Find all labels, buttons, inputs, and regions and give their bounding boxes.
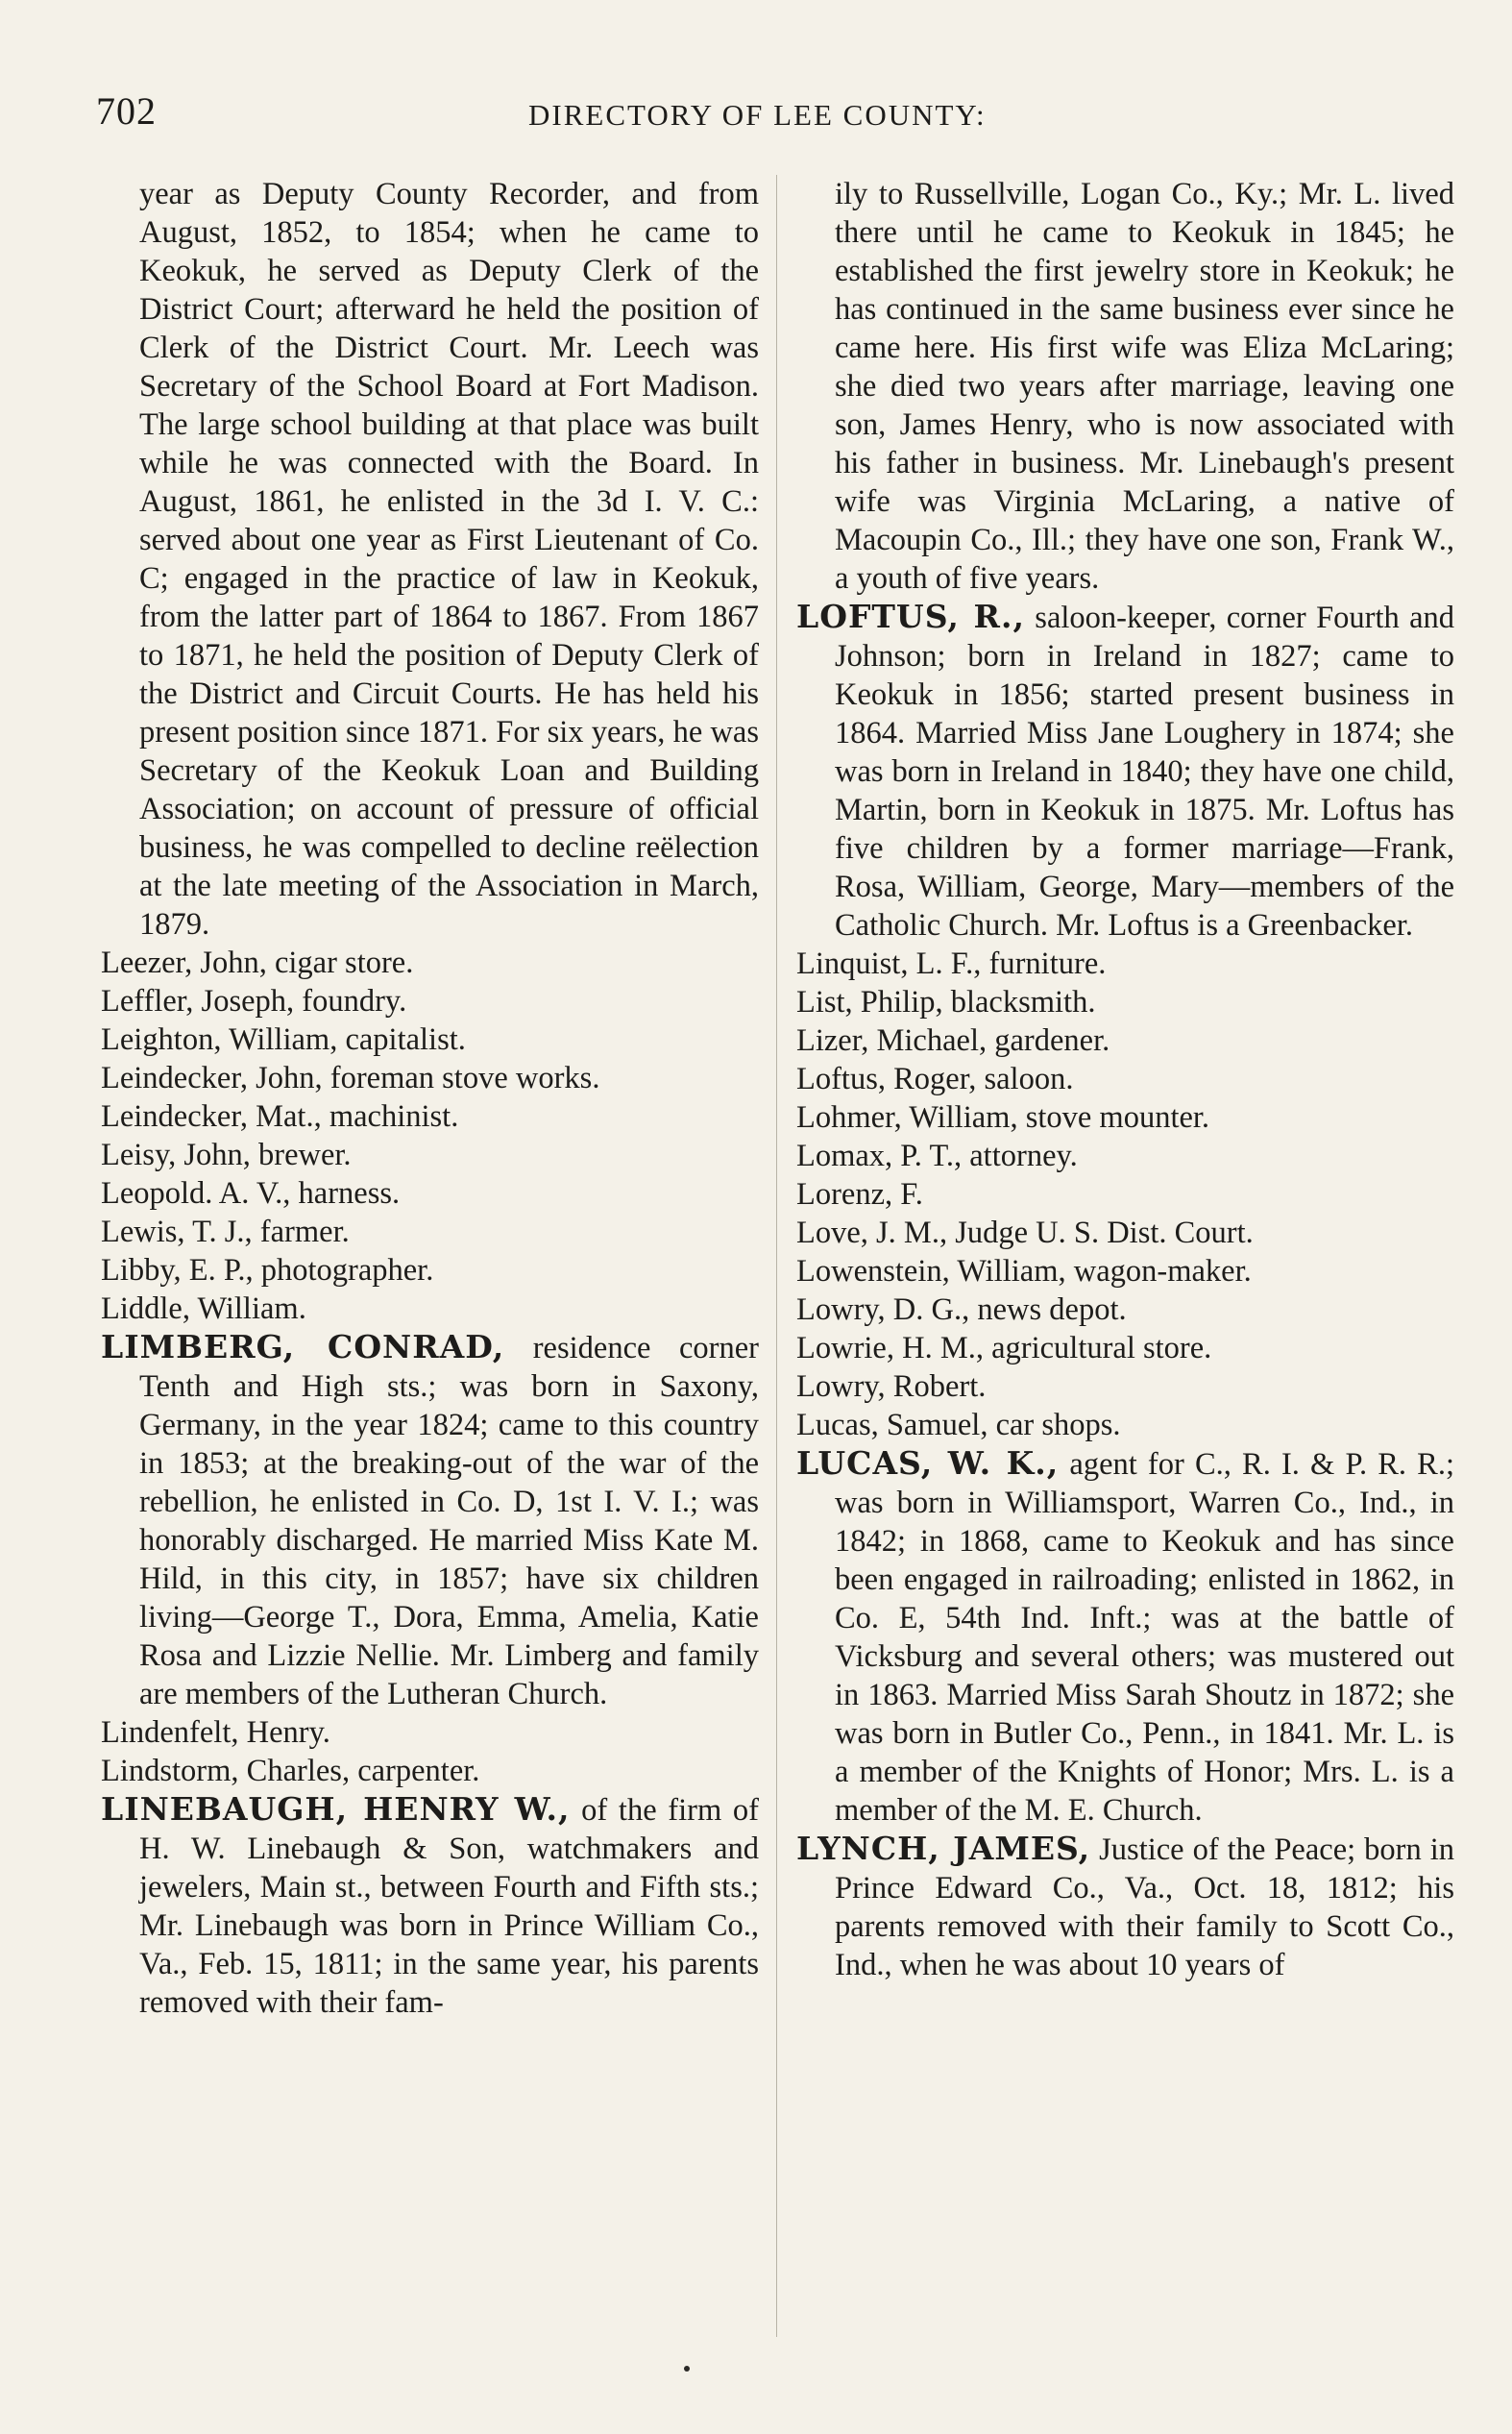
biography-entry — [101, 1790, 759, 2022]
running-head: DIRECTORY OF LEE COUNTY: — [528, 98, 987, 132]
directory-listing: Lewis, T. J., farmer. — [101, 1215, 350, 1249]
directory-listing: Leisy, John, brewer. — [101, 1138, 352, 1172]
directory-listing: Leffler, Joseph, foundry. — [101, 984, 407, 1019]
directory-listing: Lucas, Samuel, car shops. — [796, 1408, 1121, 1442]
directory-listing: Leindecker, Mat., machinist. — [101, 1099, 459, 1134]
directory-listing: Libby, E. P., photographer. — [101, 1253, 434, 1288]
directory-listing: Loftus, Roger, saloon. — [796, 1062, 1074, 1096]
directory-listing: Lowrie, H. M., agricultural store. — [796, 1331, 1212, 1365]
right-column — [796, 175, 1454, 1984]
directory-listing: Lizer, Michael, gardener. — [796, 1023, 1110, 1058]
directory-listing: Lindstorm, Charles, carpenter. — [101, 1754, 480, 1788]
directory-listing: Love, J. M., Judge U. S. Dist. Court. — [796, 1216, 1254, 1250]
directory-listing: Lowenstein, William, wagon-maker. — [796, 1254, 1252, 1289]
column-divider — [776, 175, 777, 2337]
directory-listing: Lowry, Robert. — [796, 1369, 987, 1404]
biography-text: of the firm of H. W. Linebaugh & Son, watchmakers and jewelers, Main st., between Fourth and Fifth sts.; Mr. Linebaugh was born in Prince William Co., Va., Feb. 15, 1811; in the same year, his parents removed with their fam- — [139, 1793, 759, 2020]
biography-name: LOFTUS, R., — [796, 598, 1025, 635]
biography-entry — [101, 1328, 759, 1713]
continued-entry: year as Deputy County Recorder, and from August, 1852, to 1854; when he came to Keokuk, he served as Deputy Clerk of the District Court; afterward he held the position of Clerk of the District Court. Mr. Leech was Secretary of the School Board at Fort Madison. The large school building at that place was built while he was connected with the Board. In August, 1861, he enlisted in the 3d I. V. C.: served about one year as First Lieutenant of Co. C; engaged in the practice of law in Keokuk, from the latter part of 1864 to 1867. From 1867 to 1871, he held the position of Deputy Clerk of the District and Circuit Courts. He has held his present position since 1871. For six years, he was Secretary of the Keokuk Loan and Building Association; on account of pressure of official business, he was compelled to decline reëlection at the late meeting of the Association in March, 1879. — [139, 177, 759, 942]
biography-text: Justice of the Peace; born in Prince Edward Co., Va., Oct. 18, 1812; his parents removed with their family to Scott Co., Ind., when he was about 10 years of — [835, 1832, 1455, 1982]
biography-text: saloon-keeper, corner Fourth and Johnson; born in Ireland in 1827; came to Keokuk in 1856; started present business in 1864. Married Miss Jane Loughery in 1874; she was born in Ireland in 1840; they have one child, Martin, born in Keokuk in 1875. Mr. Loftus has five children by a former marriage—Frank, Rosa, William, George, Mary—members of the Catholic Church. Mr. Loftus is a Greenbacker. — [835, 601, 1455, 943]
directory-listing: Lowry, D. G., news depot. — [796, 1292, 1127, 1327]
directory-listing: Linquist, L. F., furniture. — [796, 947, 1107, 981]
biography-entry — [796, 598, 1454, 945]
continued-entry: ily to Russellville, Logan Co., Ky.; Mr. L. lived there until he came to Keokuk in 1845; he established the first jewelry store in Keokuk; he has continued in the same business ever since he came here. His first wife was Eliza McLaring; she died two years after marriage, leaving one son, James Henry, who is now associated with his father in business. Mr. Linebaugh's present wife was Virginia McLaring, a native of Macoupin Co., Ill.; they have one son, Frank W., a youth of five years. — [835, 177, 1454, 596]
directory-listing: Leighton, William, capitalist. — [101, 1022, 466, 1057]
page-number: 702 — [96, 89, 157, 133]
directory-listing: Leezer, John, cigar store. — [101, 946, 414, 980]
directory-listing: Lindenfelt, Henry. — [101, 1715, 330, 1750]
biography-text: agent for C., R. I. & P. R. R.; was born in Williamsport, Warren Co., Ind., in 1842; in 1868, came to Keokuk and has since been engaged in railroading; enlisted in 1862, in Co. E, 54th Ind. Inft.; was at the battle of Vicksburg and several others; was mustered out in 1863. Married Miss Sarah Shoutz in 1872; she was born in Butler Co., Penn., in 1841. Mr. L. is a member of the Knights of Honor; Mrs. L. is a member of the M. E. Church. — [835, 1447, 1454, 1828]
biography-name: LIMBERG, CONRAD, — [101, 1328, 505, 1365]
directory-listing: Lomax, P. T., attorney. — [796, 1139, 1078, 1173]
biography-name: LINEBAUGH, HENRY W., — [101, 1790, 571, 1828]
left-column — [101, 175, 759, 2022]
biography-name: LUCAS, W. K., — [796, 1444, 1060, 1482]
directory-listing: Liddle, William. — [101, 1291, 306, 1326]
directory-listing: List, Philip, blacksmith. — [796, 985, 1096, 1020]
biography-entry — [796, 1830, 1454, 1984]
biography-name: LYNCH, JAMES, — [796, 1830, 1091, 1867]
biography-text: residence corner Tenth and High sts.; was born in Saxony, Germany, in the year 1824; came to this country in 1853; at the breaking-out of the war of the rebellion, he enlisted in Co. D, 1st I. V. I.; was honorably discharged. He married Miss Kate M. Hild, in this city, in 1857; have six children living—George T., Dora, Emma, Amelia, Katie Rosa and Lizzie Nellie. Mr. Limberg and family are members of the Lutheran Church. — [139, 1331, 759, 1711]
biography-entry — [796, 1444, 1454, 1830]
page-header — [96, 88, 1431, 146]
directory-listing: Lorenz, F. — [796, 1177, 923, 1212]
footer-mark — [684, 2366, 690, 2372]
directory-listing: Leindecker, John, foreman stove works. — [101, 1061, 600, 1095]
directory-listing: Leopold. A. V., harness. — [101, 1176, 401, 1211]
directory-listing: Lohmer, William, stove mounter. — [796, 1100, 1210, 1135]
